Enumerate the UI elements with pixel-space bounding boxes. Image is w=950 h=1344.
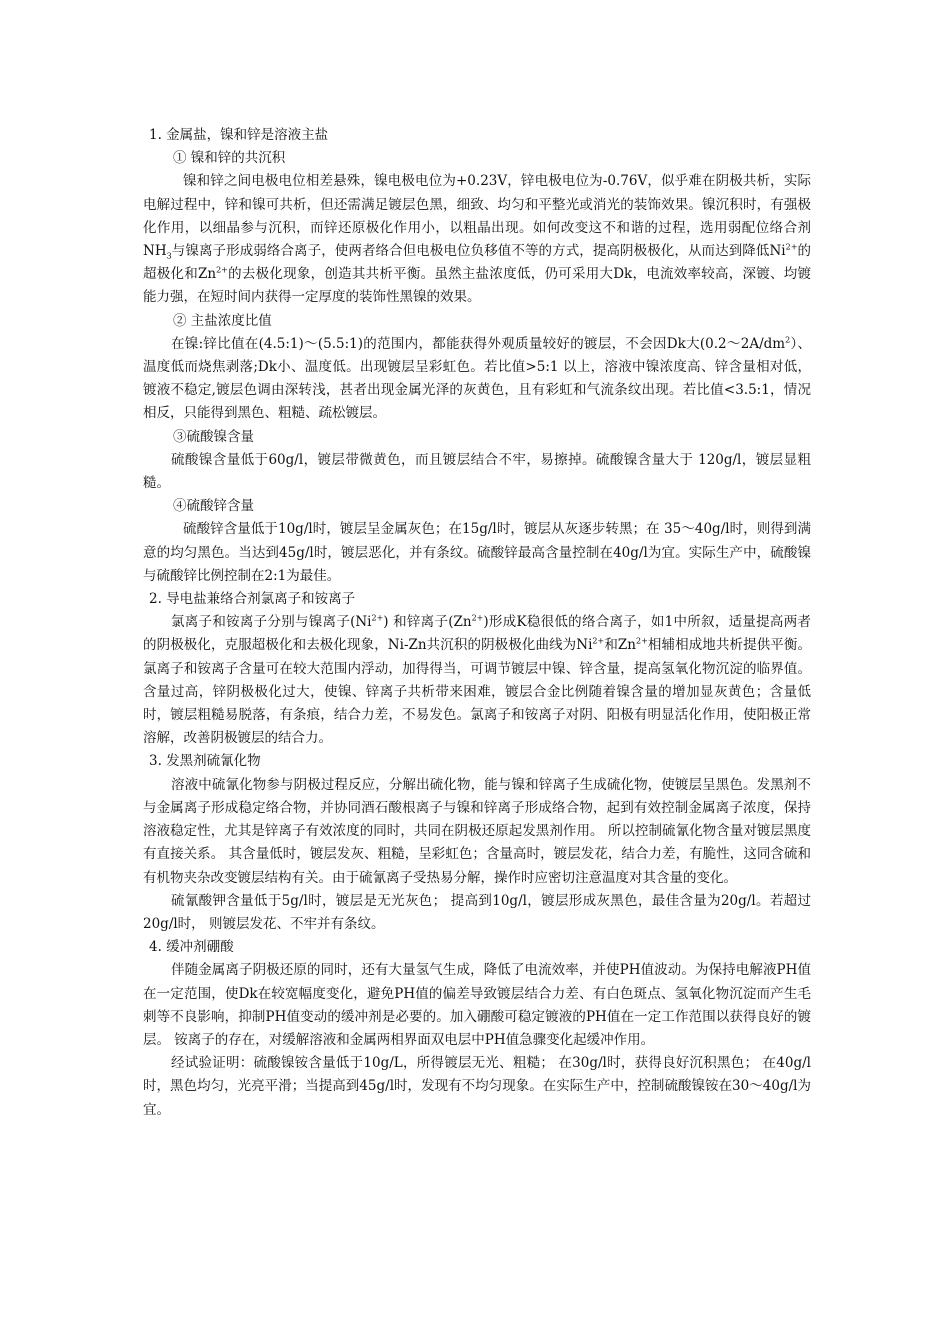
paragraph-chloride-ammonium bbox=[143, 611, 811, 750]
superscript: 2+ bbox=[636, 636, 648, 646]
section-heading-1: 1. 金属盐，镍和锌是溶液主盐 bbox=[149, 127, 329, 143]
superscript: 2+ bbox=[216, 265, 228, 275]
paragraph-potassium-thiocyanate: 硫氰酸钾含量低于5g/l时，镀层是无光灰色； 提高到10g/l，镀层形成灰黑色，最佳含量为20g/l。若超过20g/l时， 则镀层发花、不牢并有条纹。 bbox=[143, 892, 811, 932]
text-run: )形成K稳很低的络合离子，如1中所叙，适量提高两者的阴极极化，克服超极化和去极化现象，Ni-Zn共沉积的阴极极化曲线为Ni bbox=[143, 614, 811, 654]
text-run: 的去极化现象，创造其共析平衡。虽然主盐浓度低，仍可采用大Dk，电流效率较高，深镀、均镀能力强，在短时间内获得一定厚度的装饰性黑镍的效果。 bbox=[143, 266, 811, 306]
section-heading-2: 2. 导电盐兼络合剂氯离子和铵离子 bbox=[149, 591, 356, 608]
superscript: 2+ bbox=[371, 613, 384, 623]
section-heading-3: 3. 发黑剂硫氰化物 bbox=[149, 753, 261, 770]
paragraph-ni-zn-codeposition bbox=[143, 170, 811, 309]
text-run: ）、温度低而烧焦剥落;Dk小、温度低。出现镀层呈彩虹色。若比值>5:1 以上，溶液中镍浓度高、锌含量相对低，镀液不稳定,镀层色调由深转浅，甚者出现金属光泽的灰黄色，且有彩虹和气流条纹出现。若比值<3.5:1，情况相反，只能得到黑色、粗糙、疏松镀层。 bbox=[143, 335, 811, 422]
subscript: 3 bbox=[166, 251, 172, 261]
superscript: 2+ bbox=[592, 636, 605, 646]
subsection-heading-1-3: ③硫酸镍含量 bbox=[173, 428, 254, 445]
text-run: 在镍:锌比值在(4.5:1)～(5.5:1)的范围内，都能获得外观质量较好的镀层，不会因Dk大(0.2～2A/dm bbox=[171, 335, 786, 352]
paragraph-nickel-sulfate: 硫酸镍含量低于60g/l，镀层带微黄色，而且镀层结合不牢，易擦掉。硫酸镍含量大于 120g/l，镀层显粗糙。 bbox=[143, 451, 811, 492]
superscript: 2+ bbox=[785, 242, 798, 252]
superscript: 2+ bbox=[471, 613, 484, 623]
superscript: 2 bbox=[785, 335, 791, 345]
text-run: 镍和锌之间电极电位相差悬殊，镍电极电位为+0.23V，锌电极电位为-0.76V，似乎难在阴极共析，实际电解过程中，锌和镍可共析，但还需满足镀层色黑，细致、均匀和平整光或消光的装饰效果。镍沉积时，有强极化作用，以细晶参与沉积，而锌还原极化作用小，以粗晶出现。如何改变这不和谐的过程，选用弱配位络合剂NH bbox=[143, 173, 811, 260]
text-run: 的超极化和Zn bbox=[143, 243, 811, 283]
paragraph-nickel-ammonium-sulfate: 经试验证明：硫酸镍铵含量低于10g/L，所得镀层无光、粗糙； 在30g/l时，获得良好沉积黑色； 在40g/l时，黑色均匀，光亮平滑；当提高到45g/l时，发现有不均匀现象。在实际生产中，控制硫酸镍铵在30～40g/l为宜。 bbox=[143, 1055, 811, 1118]
subsection-heading-1-4: ④硫酸锌含量 bbox=[173, 498, 254, 515]
text-run: 和Zn bbox=[604, 637, 636, 654]
text-run: 相辅相成地共析提供平衡。氯离子和铵离子含量可在较大范围内浮动，加得得当，可调节镀层中镍、锌含量，提高氢氧化物沉淀的临界值。含量过高，锌阴极极化过大，使镍、锌离子共析带来困难，镀层合金比例随着镍含量的增加显灰黄色；含量低时，镀层粗糙易脱落，有条痕，结合力差，不易发色。氯离子和铵离子对阴、阳极有明显活化作用，使阳极正常溶解，改善阴极镀层的结合力。 bbox=[143, 637, 812, 747]
subsection-heading-1-1: ① 镍和锌的共沉积 bbox=[173, 150, 286, 167]
paragraph-zinc-sulfate: 硫酸锌含量低于10g/l时，镀层呈金属灰色；在15g/l时，镀层从灰逐步转黑；在 35～40g/l时，则得到满意的均匀黑色。当达到45g/l时，镀层恶化，并有条纹。硫酸锌最高含量控制在40g/l为宜。实际生产中，硫酸镍与硫酸锌比例控制在2:1为最佳。 bbox=[143, 521, 811, 584]
text-run: 与镍离子形成弱络合离子，使两者络合但电极电位负移值不等的方式，提高阴极极化，从而达到降低Ni bbox=[171, 243, 786, 260]
paragraph-boric-acid: 伴随金属离子阴极还原的同时，还有大量氢气生成，降低了电流效率，并使PH值波动。为保持电解液PH值在一定范围，使Dk在较宽幅度变化，避免PH值的偏差导致镀层结合力差、有白色斑点、氢氧化物沉淀而产生毛刺等不良影响，抑制PH值变动的缓冲剂是必要的。加入硼酸可稳定镀液的PH值在一定工作范围以获得良好的镀层。 铵离子的存在，对缓解溶液和金属两相界面双电层中PH值急骤变化起缓冲作用。 bbox=[143, 962, 811, 1048]
paragraph-thiocyanate: 溶液中硫氰化物参与阴极过程反应，分解出硫化物，能与镍和锌离子生成硫化物，使镀层呈黑色。发黑剂不与金属离子形成稳定络合物，并协同酒石酸根离子与镍和锌离子形成络合物，起到有效控制金属离子浓度，保持溶液稳定性，尤其是锌离子有效浓度的同时，共同在阴极还原起发黑剂作用。 所以控制硫氰化物含量对镀层黑度有直接关系。 其含量低时，镀层发灰、粗糙，呈彩虹色；含量高时，镀层发花，结合力差，有脆性，这同含硫和有机物夹杂改变镀层结构有关。由于硫氰离子受热易分解，操作时应密切注意温度对其含量的变化。 bbox=[143, 776, 811, 886]
text-run: ) 和锌离子(Zn bbox=[383, 614, 472, 631]
subsection-heading-1-2: ② 主盐浓度比值 bbox=[173, 312, 272, 329]
document-body bbox=[143, 124, 811, 1122]
section-heading-4: 4. 缓冲剂硼酸 bbox=[149, 939, 234, 956]
text-run: 氯离子和铵离子分别与镍离子(Ni bbox=[171, 614, 372, 631]
paragraph-main-salt-ratio bbox=[143, 333, 811, 426]
